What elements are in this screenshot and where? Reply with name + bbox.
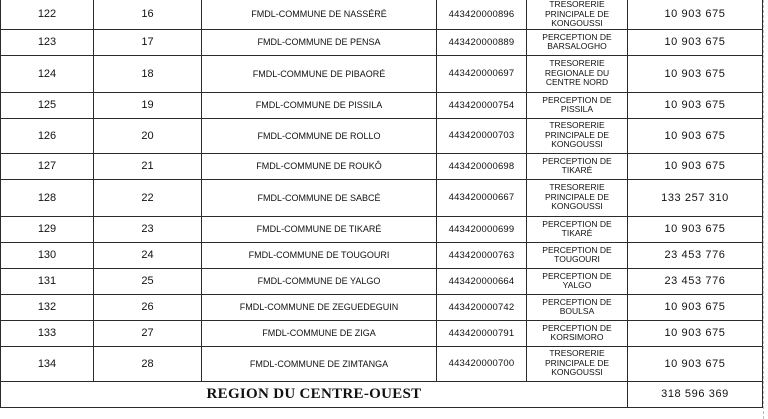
row-number: 122 [1,0,94,29]
row-index: 17 [94,29,202,55]
row-number: 129 [1,216,94,242]
table-row [1,55,763,92]
table-row [1,216,763,242]
paying-office [527,346,628,381]
amount: 10 903 675 [628,29,763,55]
paying-office-line: PERCEPTION DE [542,155,612,166]
paying-office [527,55,628,92]
paying-office [527,320,628,346]
row-index: 21 [94,153,202,179]
row-number: 132 [1,294,94,320]
page-edge-rule [763,0,765,419]
row-index: 18 [94,55,202,92]
paying-office-line: PERCEPTION DE [542,218,612,229]
commune-name: FMDL-COMMUNE DE NASSÉRÉ [202,0,437,29]
paying-office [527,29,628,55]
paying-office [527,0,628,29]
row-number: 128 [1,179,94,216]
region-label: REGION DU CENTRE-OUEST [1,381,628,407]
paying-office-line: PERCEPTION DE [542,31,612,42]
paying-office-line: PERCEPTION DE [542,322,612,333]
commune-name: FMDL-COMMUNE DE SABCÉ [202,179,437,216]
table-row [1,320,763,346]
commune-name: FMDL-COMMUNE DE TOUGOURI [202,242,437,268]
paying-office-line: KORSIMORO [550,332,604,342]
paying-office-line: KONGOUSSI [551,139,603,150]
paying-office-line: TIKARÉ [561,228,593,238]
account-number: 443420000742 [437,294,527,320]
account-number: 443420000700 [437,346,527,381]
amount: 10 903 675 [628,0,763,29]
table-row [1,346,763,381]
row-number: 130 [1,242,94,268]
paying-office [527,216,628,242]
commune-name: FMDL-COMMUNE DE ZIGA [202,320,437,346]
amount: 10 903 675 [628,294,763,320]
row-number: 125 [1,92,94,118]
paying-office [527,92,628,118]
row-index: 22 [94,179,202,216]
paying-office-line: PRINCIPALE DE [544,191,610,202]
amount: 23 453 776 [628,268,763,294]
amount: 10 903 675 [628,55,763,92]
paying-office [527,268,628,294]
table-body [1,0,763,381]
paying-office-line: PRINCIPALE DE [544,357,610,368]
row-index: 25 [94,268,202,294]
account-number: 443420000896 [437,0,527,29]
paying-office-line: TRESORERIE [549,120,605,131]
paying-office-line: CENTRE NORD [545,77,609,88]
paying-office [527,294,628,320]
commune-name: FMDL-COMMUNE DE PIBAORÉ [202,55,437,92]
account-number: 443420000791 [437,320,527,346]
paying-office [527,118,628,153]
paying-office-line: PRINCIPALE DE [544,8,610,19]
row-index: 28 [94,346,202,381]
account-number: 443420000763 [437,242,527,268]
amount: 10 903 675 [628,153,763,179]
table-row [1,268,763,294]
paying-office-line: TRESORERIE [549,182,605,193]
paying-office-line: BOULSA [559,306,595,316]
commune-name: FMDL-COMMUNE DE ZEGUEDEGUIN [202,294,437,320]
row-number: 131 [1,268,94,294]
table-row [1,0,763,29]
row-index: 23 [94,216,202,242]
paying-office-line: TRESORERIE [549,348,605,359]
paying-office-line: BARSALOGHO [547,41,607,51]
commune-name: FMDL-COMMUNE DE ZIMTANGA [202,346,437,381]
region-total-amount: 318 596 369 [628,381,763,407]
commune-name: FMDL-COMMUNE DE ROLLO [202,118,437,153]
table-row [1,92,763,118]
paying-office [527,179,628,216]
row-number: 134 [1,346,94,381]
commune-name: FMDL-COMMUNE DE TIKARÉ [202,216,437,242]
table-row [1,242,763,268]
table-row [1,29,763,55]
region-total-row [1,381,763,407]
paying-office-line: PRINCIPALE DE [544,129,610,140]
paying-office-line: PERCEPTION DE [542,296,612,307]
paying-office-line: TIKARÉ [561,165,593,175]
row-number: 124 [1,55,94,92]
paying-office-line: KONGOUSSI [551,18,603,28]
row-index: 20 [94,118,202,153]
account-number: 443420000889 [437,29,527,55]
row-number: 126 [1,118,94,153]
row-index: 27 [94,320,202,346]
account-number: 443420000703 [437,118,527,153]
amount: 10 903 675 [628,92,763,118]
paying-office-line: TRESORERIE [549,0,605,9]
table-row [1,153,763,179]
paying-office-line: PERCEPTION DE [542,94,612,105]
paying-office-line: TOUGOURI [554,254,600,264]
amount: 133 257 310 [628,179,763,216]
row-index: 16 [94,0,202,29]
paying-office [527,242,628,268]
table-row [1,118,763,153]
row-number: 123 [1,29,94,55]
row-index: 26 [94,294,202,320]
account-number: 443420000754 [437,92,527,118]
paying-office-line: KONGOUSSI [551,367,603,378]
commune-name: FMDL-COMMUNE DE ROUKÔ [202,153,437,179]
paying-office-line: PERCEPTION DE [542,244,612,255]
account-number: 443420000697 [437,55,527,92]
amount: 10 903 675 [628,346,763,381]
account-number: 443420000664 [437,268,527,294]
paying-office-line: REGIONALE DU [544,67,610,78]
paying-office-line: YALGO [562,280,592,290]
paying-office-line: TRESORERIE [549,58,605,69]
row-number: 133 [1,320,94,346]
amount: 23 453 776 [628,242,763,268]
row-index: 19 [94,92,202,118]
paying-office-line: PISSILA [560,104,594,114]
account-number: 443420000699 [437,216,527,242]
commune-name: FMDL-COMMUNE DE YALGO [202,268,437,294]
commune-name: FMDL-COMMUNE DE PISSILA [202,92,437,118]
paying-office [527,153,628,179]
table-row [1,294,763,320]
row-index: 24 [94,242,202,268]
account-number: 443420000667 [437,179,527,216]
row-number: 127 [1,153,94,179]
account-number: 443420000698 [437,153,527,179]
commune-name: FMDL-COMMUNE DE PENSA [202,29,437,55]
amount: 10 903 675 [628,216,763,242]
paying-office-line: KONGOUSSI [551,201,603,212]
amount: 10 903 675 [628,320,763,346]
paying-office-line: PERCEPTION DE [542,270,612,281]
table-row [1,179,763,216]
amount: 10 903 675 [628,118,763,153]
